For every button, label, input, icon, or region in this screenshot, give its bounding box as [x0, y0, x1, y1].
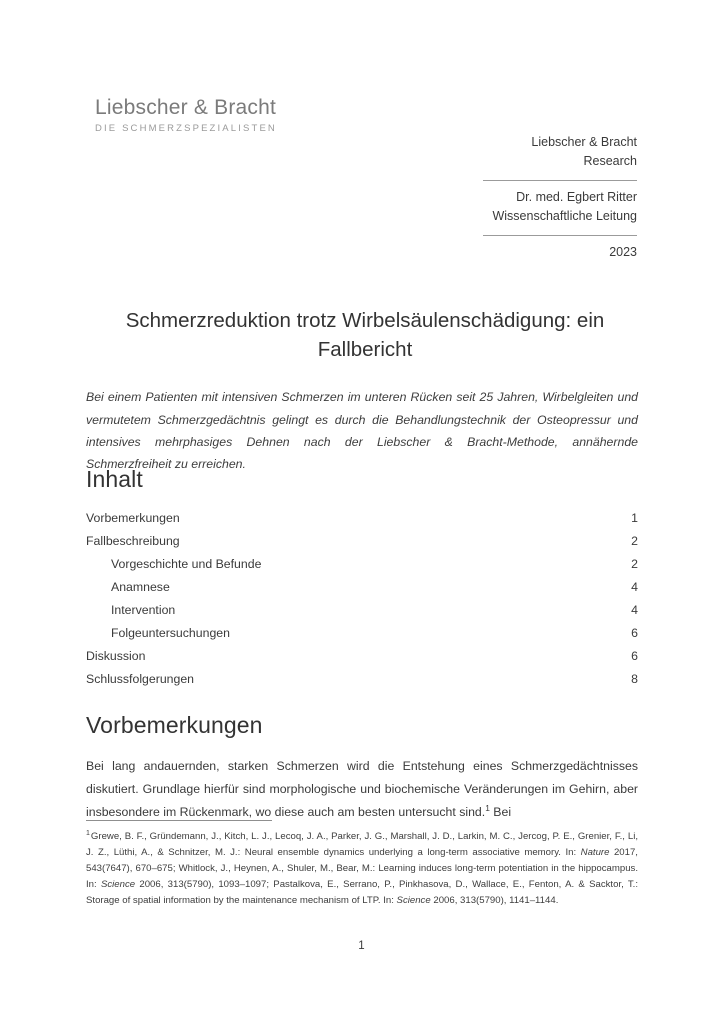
table-of-contents: [86, 466, 638, 692]
footnote-separator: [86, 820, 272, 821]
footnote-segment-2: 2017, 543(7647), 670–675; Whitlock, J., Heynen, A., Shuler, M., Bear, M.: Learning induces long-term potentiation in the hippocampus. In:: [86, 847, 638, 891]
toc-entry[interactable]: [86, 507, 638, 530]
masthead-org-line1: Liebscher & Bracht: [531, 135, 637, 149]
footnote-journal-science-1: Science: [100, 879, 136, 891]
footnote-journal-science-2: Science: [396, 895, 431, 907]
toc-entry-label: Intervention: [111, 602, 176, 617]
footnote-1: [86, 829, 638, 910]
toc-entry-page: 2: [631, 533, 638, 548]
section-paragraph: [86, 755, 638, 824]
toc-entry-page: 1: [631, 510, 638, 525]
footnote-number: 1: [86, 829, 90, 837]
paragraph-text-part1: Bei lang andauernden, starken Schmerzen wird die Entstehung eines Schmerzgedächtnisses diskutiert. Grundlage hierfür sind morphologische und biochemische Veränderungen im Gehirn, aber insbesondere im Rückenmark, wo diese auch am besten untersucht sind.: [86, 759, 638, 819]
footnote-segment-3: 2006, 313(5790), 1093–1097; Pastalkova, E., Serrano, P., Pinkhasova, D., Wallace, E., Fenton, A. & Sacktor, T.: Storage of spatial information by the maintenance mechanism of LTP. In:: [86, 879, 638, 907]
masthead-author-line2: Wissenschaftliche Leitung: [492, 209, 637, 224]
toc-entry-label: Schlussfolgerungen: [86, 672, 195, 687]
abstract: Bei einem Patienten mit intensiven Schmerzen im unteren Rücken seit 25 Jahren, Wirbelgleiten und vermutetem Schmerzgedächtnis gelingt es durch die Behandlungstechnik der Osteopressur und intensives mehrphasiges Dehnen nach der Liebscher & Bracht-Methode, annähernde Schmerzfreiheit zu erreichen.: [86, 390, 638, 472]
toc-entry-page: 6: [631, 626, 638, 641]
toc-entry-page: 4: [631, 602, 638, 617]
masthead-divider-top: [483, 180, 637, 181]
page-title: Schmerzreduktion trotz Wirbelsäulenschädigung: ein Fallbericht: [125, 308, 605, 361]
footnote-journal-nature: Nature: [580, 847, 610, 859]
toc-entry[interactable]: [86, 599, 638, 622]
toc-entry-page: 6: [631, 649, 638, 664]
toc-entry-label: Diskussion: [86, 649, 146, 664]
toc-entry[interactable]: [86, 553, 638, 576]
page-header: [0, 0, 723, 260]
toc-entry[interactable]: [86, 530, 638, 553]
footnote-reference-1[interactable]: 1: [485, 802, 490, 813]
toc-entry-page: 4: [631, 579, 638, 594]
toc-entry-label: Vorgeschichte und Befunde: [111, 556, 262, 571]
masthead: [397, 133, 637, 262]
toc-entry[interactable]: [86, 669, 638, 692]
toc-entry[interactable]: [86, 622, 638, 645]
toc-entry-label: Fallbeschreibung: [86, 533, 180, 548]
masthead-year: 2023: [609, 244, 637, 259]
masthead-divider-bottom: [483, 235, 637, 236]
masthead-author-line1: Dr. med. Egbert Ritter: [516, 189, 637, 204]
masthead-org-line2: Research: [583, 154, 637, 169]
toc-entry[interactable]: [86, 646, 638, 669]
brand-logo: [95, 96, 395, 134]
footnote-area: [86, 820, 638, 910]
footnote-segment-4: 2006, 313(5790), 1141–1144.: [430, 895, 559, 907]
toc-heading: Inhalt: [86, 466, 143, 492]
logo-tagline: DIE SCHMERZSPEZIALISTEN: [95, 123, 277, 135]
page-number: 1: [358, 940, 365, 952]
section-heading: Vorbemerkungen: [86, 712, 263, 738]
toc-entry-page: 8: [631, 672, 638, 687]
toc-entry[interactable]: [86, 576, 638, 599]
toc-entry-label: Anamnese: [111, 579, 170, 594]
toc-entry-label: Vorbemerkungen: [86, 510, 180, 525]
logo-wordmark: Liebscher & Bracht: [95, 96, 277, 119]
footnote-segment-1: Grewe, B. F., Gründemann, J., Kitch, L. J., Lecoq, J. A., Parker, J. G., Marshall, J. D., Larkin, M. C., Jercog, P. E., Grenier, F., Li, J. Z., Lüthi, A., & Schnitzer, M. J.: Neural ensemble dynamics underlying a long-term associative memory. In:: [86, 831, 638, 859]
toc-list: [86, 507, 638, 692]
toc-entry-label: Folgeuntersuchungen: [111, 626, 230, 641]
toc-entry-page: 2: [631, 556, 638, 571]
paragraph-text-part2: Bei: [489, 804, 512, 819]
section-vorbemerkungen: [86, 712, 638, 824]
